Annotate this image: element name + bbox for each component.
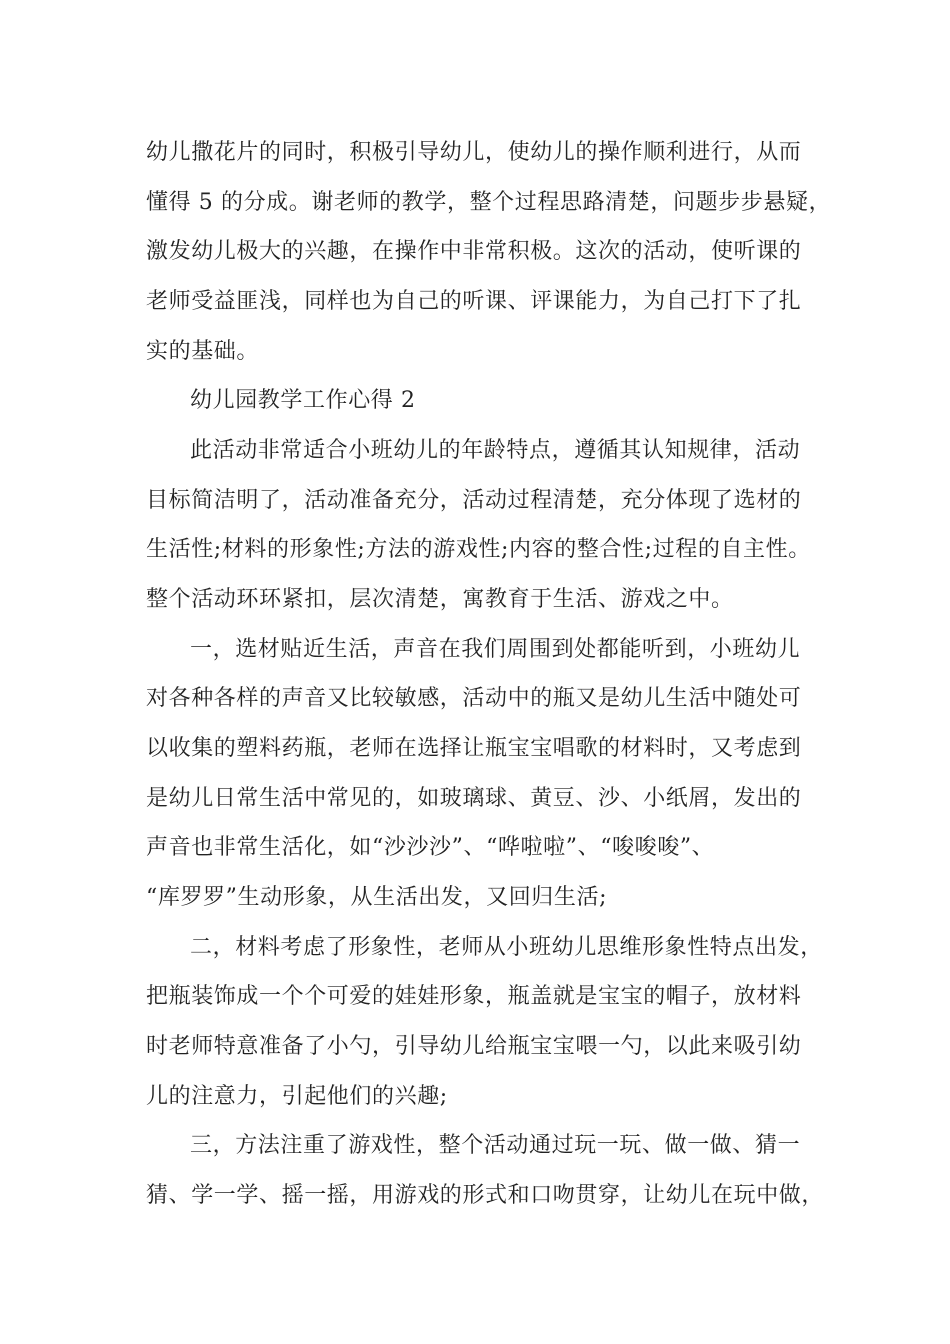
body-text-line: 以收集的塑料药瓶，老师在选择让瓶宝宝唱歌的材料时，又考虑到 (146, 736, 802, 761)
body-text-line: 实的基础。 (146, 339, 260, 364)
body-text-line: 对各种各样的声音又比较敏感，活动中的瓶又是幼儿生活中随处可 (146, 686, 802, 711)
paragraph-first-line: 此活动非常适合小班幼儿的年龄特点，遵循其认知规律，活动 (190, 438, 801, 463)
body-text-line: 生活性;材料的形象性;方法的游戏性;内容的整合性;过程的自主性。 (146, 537, 811, 562)
body-text-line: 是幼儿日常生活中常见的，如玻璃球、黄豆、沙、小纸屑，发出的 (146, 786, 802, 811)
section-heading: 幼儿园教学工作心得 2 (190, 388, 416, 413)
body-text-line: 把瓶装饰成一个个可爱的娃娃形象，瓶盖就是宝宝的帽子，放材料 (146, 984, 802, 1009)
body-text-line: 老师受益匪浅，同样也为自己的听课、评课能力，为自己打下了扎 (146, 289, 802, 314)
body-text-line: 幼儿撒花片的同时，积极引导幼儿，使幼儿的操作顺利进行，从而 (146, 140, 802, 165)
body-text-line: 整个活动环环紧扣，层次清楚，寓教育于生活、游戏之中。 (146, 587, 734, 612)
paragraph-first-line: 三，方法注重了游戏性，整个活动通过玩一玩、做一做、猜一 (190, 1133, 801, 1158)
body-text-line: “库罗罗”生动形象，从生活出发，又回归生活; (146, 885, 608, 910)
body-text-line: 懂得 5 的分成。谢老师的教学，整个过程思路清楚，问题步步悬疑， (146, 190, 832, 215)
body-text-line: 目标简洁明了，活动准备充分，活动过程清楚，充分体现了选材的 (146, 488, 802, 513)
body-text-line: 时老师特意准备了小勺，引导幼儿给瓶宝宝喂一勺，以此来吸引幼 (146, 1034, 802, 1059)
body-text-line: 猜、学一学、摇一摇，用游戏的形式和口吻贯穿，让幼儿在玩中做， (146, 1183, 825, 1208)
paragraph-first-line: 一，选材贴近生活，声音在我们周围到处都能听到，小班幼儿 (190, 637, 801, 662)
paragraph-first-line: 二，材料考虑了形象性，老师从小班幼儿思维形象性特点出发， (190, 935, 823, 960)
body-text-line: 儿的注意力，引起他们的兴趣; (146, 1084, 448, 1109)
body-text-line: 激发幼儿极大的兴趣，在操作中非常积极。这次的活动，使听课的 (146, 239, 802, 264)
body-text-line: 声音也非常生活化，如“沙沙沙”、“哗啦啦”、“唆唆唆”、 (146, 835, 715, 860)
